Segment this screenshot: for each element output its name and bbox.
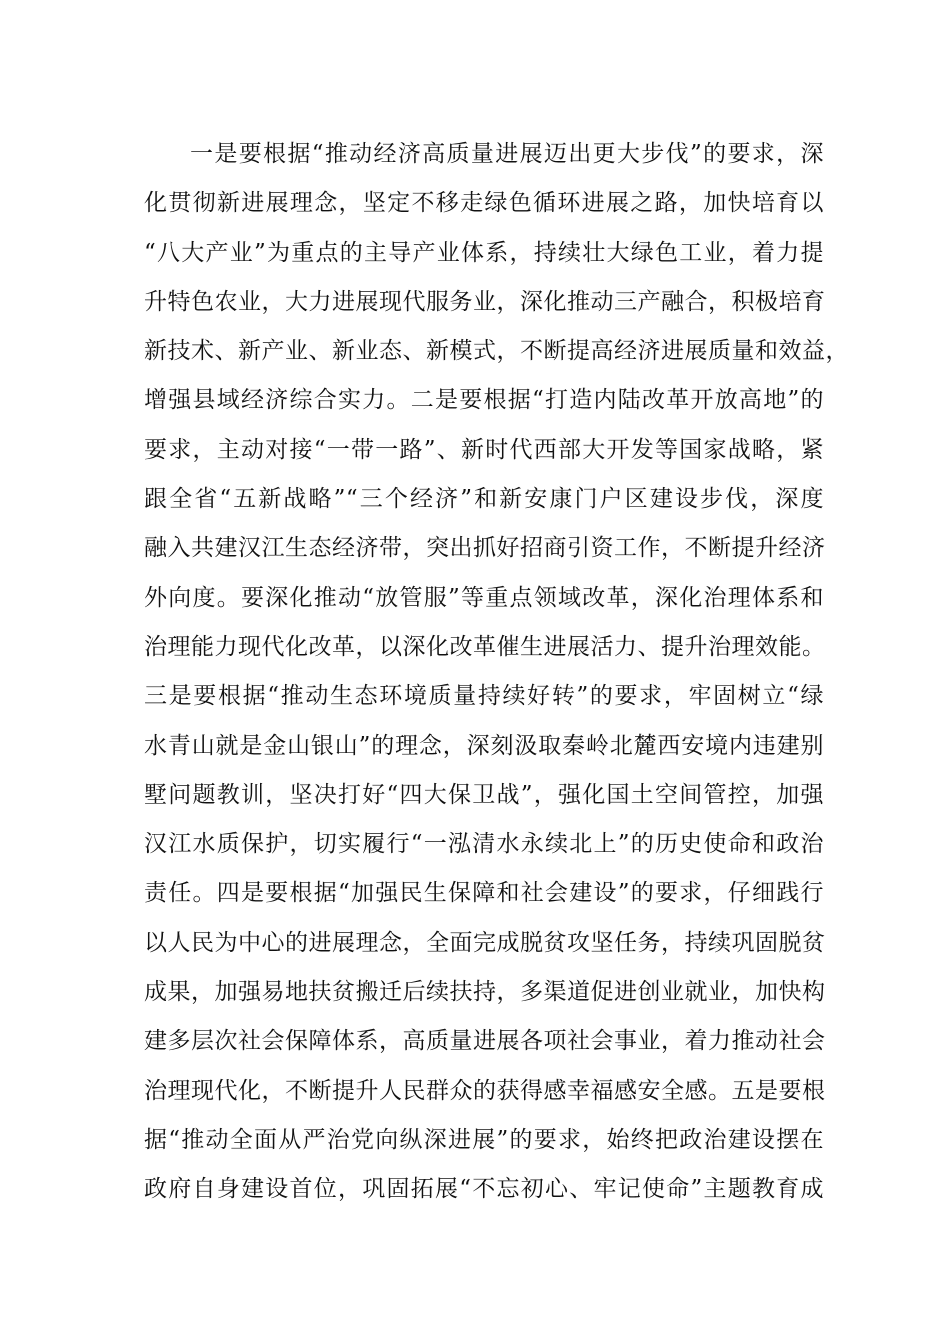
text-line: 外向度。要深化推动“放管服”等重点领域改革，深化治理体系和 xyxy=(144,584,824,611)
text-line: 政府自身建设首位，巩固拓展“不忘初心、牢记使命”主题教育成 xyxy=(144,1176,824,1203)
text-line: 增强县域经济综合实力。二是要根据“打造内陆改革开放高地”的 xyxy=(144,387,824,414)
text-line: 融入共建汉江生态经济带，突出抓好招商引资工作，不断提升经济 xyxy=(144,535,826,562)
text-line: 责任。四是要根据“加强民生保障和社会建设”的要求，仔细践行 xyxy=(144,880,824,907)
text-line: 成果，加强易地扶贫搬迁后续扶持，多渠道促进创业就业，加快构 xyxy=(144,979,826,1006)
text-line: 一是要根据“推动经济高质量进展迈出更大步伐”的要求，深 xyxy=(190,141,824,167)
text-line: 新技术、新产业、新业态、新模式，不断提高经济进展质量和效益， xyxy=(144,338,849,365)
body-paragraph xyxy=(144,130,849,1215)
text-line: 跟全省“五新战略”“三个经济”和新安康门户区建设步伐，深度 xyxy=(144,486,824,513)
text-line: 化贯彻新进展理念，坚定不移走绿色循环进展之路，加快培育以 xyxy=(144,190,824,217)
text-line: 要求，主动对接“一带一路”、新时代西部大开发等国家战略，紧 xyxy=(144,436,824,463)
text-line: 水青山就是金山银山”的理念，深刻汲取秦岭北麓西安境内违建别 xyxy=(144,732,824,759)
text-line: 据“推动全面从严治党向纵深进展”的要求，始终把政治建设摆在 xyxy=(144,1126,824,1153)
text-line: 墅问题教训，坚决打好“四大保卫战”，强化国土空间管控，加强 xyxy=(144,781,824,808)
text-line: 建多层次社会保障体系，高质量进展各项社会事业，着力推动社会 xyxy=(144,1028,826,1055)
text-line: 治理现代化，不断提升人民群众的获得感幸福感安全感。五是要根 xyxy=(144,1077,826,1104)
text-line: “八大产业”为重点的主导产业体系，持续壮大绿色工业，着力提 xyxy=(144,239,824,266)
text-line: 以人民为中心的进展理念，全面完成脱贫攻坚任务，持续巩固脱贫 xyxy=(144,929,826,956)
text-line: 治理能力现代化改革，以深化改革催生进展活力、提升治理效能。 xyxy=(144,633,826,660)
text-line: 升特色农业，大力进展现代服务业，深化推动三产融合，积极培育 xyxy=(144,288,826,315)
text-line: 汉江水质保护，切实履行“一泓清水永续北上”的历史使命和政治 xyxy=(144,831,824,858)
text-line: 三是要根据“推动生态环境质量持续好转”的要求，牢固树立“绿 xyxy=(144,683,824,710)
